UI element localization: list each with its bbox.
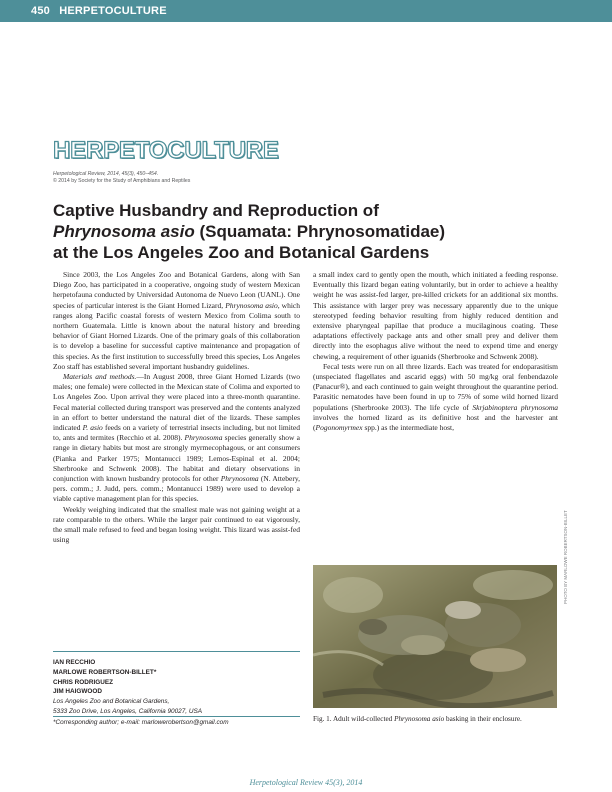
page-number: 450 bbox=[31, 5, 50, 17]
section-title: HERPETOCULTURE bbox=[53, 137, 279, 164]
divider bbox=[53, 651, 300, 652]
running-header bbox=[31, 5, 167, 17]
citation-journal: Herpetological Review, 2014, 45(3), 450–454. bbox=[53, 171, 159, 177]
figure-photo bbox=[313, 565, 557, 708]
left-column bbox=[53, 270, 300, 545]
right-column bbox=[313, 270, 558, 433]
title-line-1: Captive Husbandry and Reproduction of bbox=[53, 201, 379, 220]
title-species: Phrynosoma asio bbox=[53, 222, 195, 241]
address: 5333 Zoo Drive, Los Angeles, California 90027, USA bbox=[53, 707, 202, 715]
paragraph: Fecal tests were run on all three lizards. Each was treated for endoparasitism (unspeciated flagellates and ascarid eggs) with 50 mg/kg oral fenbendazole (Panacur®), and each continued to gain weight throughout the quarantine period. Parasitic nematodes have been found in up to 75% of some wild horned lizard populations (Sherbrooke 2003). The life cycle of Skrjabinoptera phrynosoma involves the horned lizard as its definitive host and the harvester ant (Pogonomyrmex spp.) as the intermediate host, bbox=[313, 361, 558, 433]
photo-credit: PHOTO BY MARLOWE ROBERTSON-BILLET bbox=[563, 510, 568, 604]
running-section: HERPETOCULTURE bbox=[59, 5, 167, 17]
author-name: CHRIS RODRIGUEZ bbox=[53, 678, 114, 686]
title-taxon: (Squamata: Phrynosomatidae) bbox=[194, 222, 446, 241]
citation-copyright: © 2014 by Society for the Study of Amphibians and Reptiles bbox=[53, 178, 191, 184]
author-name: JIM HAIGWOOD bbox=[53, 688, 102, 696]
header-bar bbox=[0, 0, 612, 22]
article-title bbox=[53, 200, 573, 263]
author-block bbox=[53, 658, 300, 717]
corresponding-author: *Corresponding author; e-mail: marlowerobertson@gmail.com bbox=[53, 719, 229, 726]
divider bbox=[53, 716, 300, 717]
citation bbox=[53, 171, 190, 185]
running-footer: Herpetological Review 45(3), 2014 bbox=[249, 778, 363, 787]
author-name: MARLOWE ROBERTSON-BILLET* bbox=[53, 668, 157, 676]
paragraph: Materials and methods.—In August 2008, three Giant Horned Lizards (two males; one female) were collected in the Mexican state of Colima and exported to Los Angeles Zoo. Upon arrival they were placed into a three-month quarantine. Fecal material collected during transport was preserved and the contents analyzed in an effort to better understand the natural diet of the lizards. These samples indicated P. asio feeds on a variety of terrestrial insects including, but not limited to, ants and termites (Recchio et al. 2008). Phrynosoma species generally show a range in dietary habits but most are strongly myrmecophagous, or ant consumers (Pianka and Parker 1975; Montanucci 1989; Lemos-Espinal et al. 2004; Sherbrooke and Schwenk 2008). The habitat and dietary observations in conjunction with known husbandry protocols for other Phrynosoma (N. Attebery, pers. comm.; J. Judd, pers. comm.; Montanucci 1989) were used to develop a viable captive management plan for this species. bbox=[53, 372, 300, 504]
title-line-3: at the Los Angeles Zoo and Botanical Gardens bbox=[53, 243, 430, 262]
figure-caption: Fig. 1. Adult wild-collected Phrynosoma asio basking in their enclosure. bbox=[313, 715, 522, 723]
title-line-2 bbox=[53, 221, 573, 242]
affiliation: Los Angeles Zoo and Botanical Gardens, bbox=[53, 698, 170, 706]
paragraph: Since 2003, the Los Angeles Zoo and Botanical Gardens, along with San Diego Zoo, has participated in a cooperative, ongoing study of western Mexican herpetofauna conducted by Universidad Autonoma de Nuevo Leon (UANL). One species of particular interest is the Giant Horned Lizard, Phrynosoma asio, which ranges along Pacific coastal forests of western Mexico from Colima south to northern Guatemala. Little is known about the natural history and breeding behavior of Giant Horned Lizards. One of the primary goals of this collaboration is to develop a baseline for successful captive maintenance and propagation of this species. As the first institution to successfully breed this species, Los Angeles Zoo staff has established several important husbandry guidelines. bbox=[53, 270, 301, 371]
author-name: IAN RECCHIO bbox=[53, 659, 96, 666]
paragraph: Weekly weighing indicated that the smallest male was not gaining weight at a rate comparable to the others. While the larger pair continued to eat vigorously, the small male refused to feed and began losing weight. This lizard was assist-fed using bbox=[53, 504, 300, 545]
methods-heading: Materials and methods. bbox=[63, 372, 137, 382]
paragraph: a small index card to gently open the mouth, which initiated a feeding response. Eventually this lizard began eating voluntarily, but in order to achieve a healthy weight he was assist-fed larger, pre-killed crickets for an additional six months. This assistance with larger prey was necessary apparently due to the unique stereotyped feeding behavior resulting from highly reduced dentition and extensive pharyngeal papillae that produce a mucilaginous coating. These adaptations effectively package ants and other small prey and deliver them directly into the esophagus alive without the need to expend time and energy chewing, a requirement of other iguanids (Sherbrooke and Schwenk 2008). bbox=[313, 270, 558, 361]
